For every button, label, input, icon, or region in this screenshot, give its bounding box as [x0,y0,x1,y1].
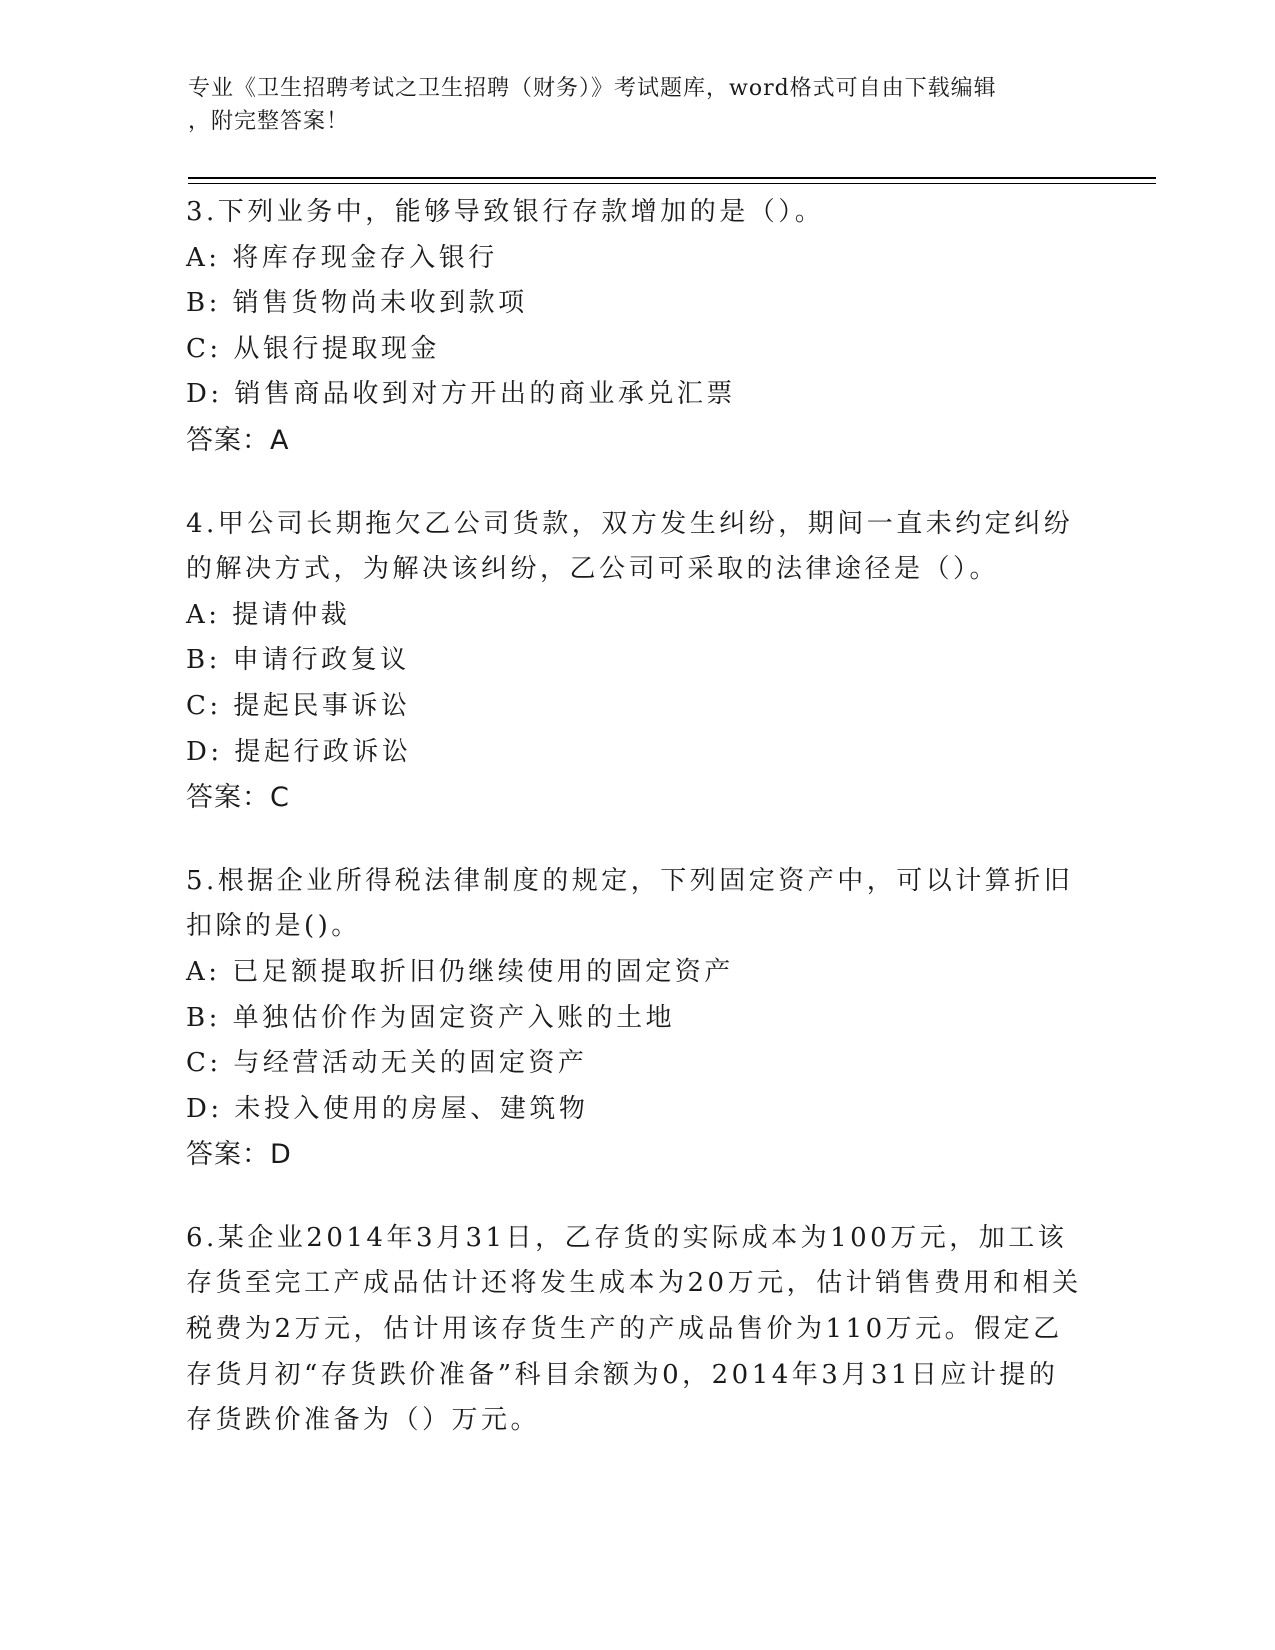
question-text: 的解决方式，为解决该纠纷，乙公司可采取的法律途径是（）。 [186,554,1000,585]
document-header [188,72,1078,138]
option-b: B: 申请行政复议 [186,645,410,676]
header-line-2: ，附完整答案！ [188,109,350,134]
question-5 [186,859,1086,1178]
option-a: A: 已足额提取折旧仍继续使用的固定资产 [186,956,734,987]
question-text: 存货跌价准备为（）万元。 [186,1405,541,1436]
question-text: 5.根据企业所得税法律制度的规定，下列固定资产中，可以计算折旧 [186,865,1074,896]
question-text: 6.某企业2014年3月31日，乙存货的实际成本为100万元，加工该 [186,1222,1068,1253]
option-c: C: 与经营活动无关的固定资产 [186,1048,588,1079]
question-4 [186,502,1086,821]
question-text: 扣除的是()。 [186,911,361,942]
question-3 [186,190,1086,464]
option-d: D: 未投入使用的房屋、建筑物 [186,1093,589,1124]
option-a: A: 提请仲裁 [186,599,351,630]
answer: 答案：A [186,424,290,456]
header-line-1: 专业《卫生招聘考试之卫生招聘（财务）》考试题库，word格式可自由下载编辑 [188,76,997,101]
option-c: C: 从银行提取现金 [186,333,440,364]
header-divider-thick [188,177,1156,179]
question-text: 存货月初“存货跌价准备”科目余额为0，2014年3月31日应计提的 [186,1359,1059,1390]
option-a: A: 将库存现金存入银行 [186,242,498,273]
answer: 答案：D [186,1139,292,1171]
option-d: D: 销售商品收到对方开出的商业承兑汇票 [186,379,736,410]
question-text: 4.甲公司长期拖欠乙公司货款，双方发生纠纷，期间一直未约定纠纷 [186,508,1074,539]
question-6 [186,1216,1086,1444]
question-text: 3.下列业务中，能够导致银行存款增加的是（）。 [186,197,825,227]
option-c: C: 提起民事诉讼 [186,690,411,721]
option-b: B: 单独估价作为固定资产入账的土地 [186,1002,676,1033]
answer: 答案：C [186,782,290,814]
option-b: B: 销售货物尚未收到款项 [186,288,528,319]
question-text: 税费为2万元，估计用该存货生产的产成品售价为110万元。假定乙 [186,1314,1063,1345]
header-divider-thin [188,183,1156,184]
question-text: 存货至完工产成品估计还将发生成本为20万元，估计销售费用和相关 [186,1268,1082,1299]
question-list [186,190,1086,1482]
option-d: D: 提起行政诉讼 [186,736,412,767]
